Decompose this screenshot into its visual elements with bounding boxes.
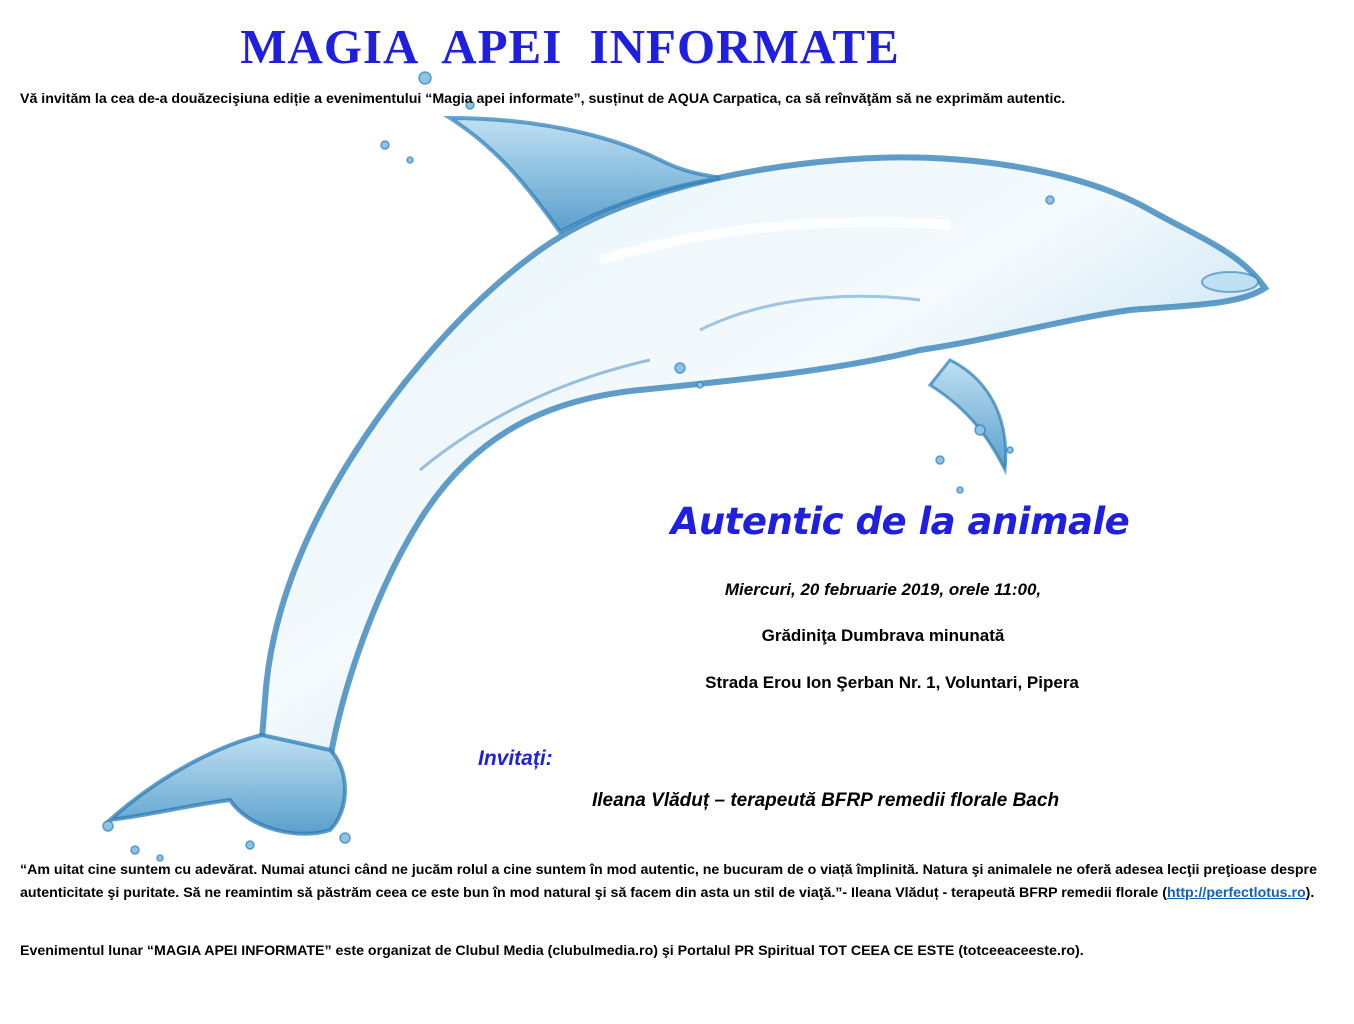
guests-label: Invitați: bbox=[478, 747, 553, 770]
quote-end: ). bbox=[1305, 885, 1315, 901]
event-address: Strada Erou Ion Şerban Nr. 1, Voluntari, Pipera bbox=[705, 673, 1079, 692]
footer-text: Evenimentul lunar “MAGIA APEI INFORMATE” este organizat de Clubul Media (clubulmedia.ro) şi Portalul PR Spiritual TOT CEEA CE ESTE (totceeaceeste.ro). bbox=[20, 943, 1084, 959]
quote-paragraph bbox=[20, 859, 1330, 905]
intro-text: Vă invităm la cea de-a douăzecişiuna ediție a evenimentului “Magia apei informate”, susținut de AQUA Carpatica, ca să reînvăţăm să ne exprimăm autentic. bbox=[20, 91, 1066, 107]
dolphin-pectoral-fin bbox=[930, 360, 1006, 470]
flyer-title: MAGIA APEI INFORMATE bbox=[240, 19, 900, 74]
event-date: Miercuri, 20 februarie 2019, orele 11:00, bbox=[724, 580, 1042, 599]
dolphin-tail bbox=[110, 735, 345, 834]
perfectlotus-link[interactable]: http://perfectlotus.ro bbox=[1166, 885, 1306, 901]
event-title: Autentic de la animale bbox=[670, 500, 1130, 543]
guest-name: Ileana Vlăduț – terapeută BFRP remedii florale Bach bbox=[592, 790, 1060, 811]
quote-text: “Am uitat cine suntem cu adevărat. Numai atunci când ne jucăm rolul a cine suntem în mod autentic, ne bucuram de o viață împlinită. Natura şi animalele ne oferă adesea lecţii preţioase despre autenticitate şi puritate. Să ne reamintim să păstrăm ceea ce este bun în mod natural şi să facem din asta un stil de viaţă.”- Ileana Vlăduț - terapeută BFRP remedii florale ( bbox=[20, 862, 1317, 901]
event-venue: Grădiniţa Dumbrava minunată bbox=[761, 626, 1005, 645]
